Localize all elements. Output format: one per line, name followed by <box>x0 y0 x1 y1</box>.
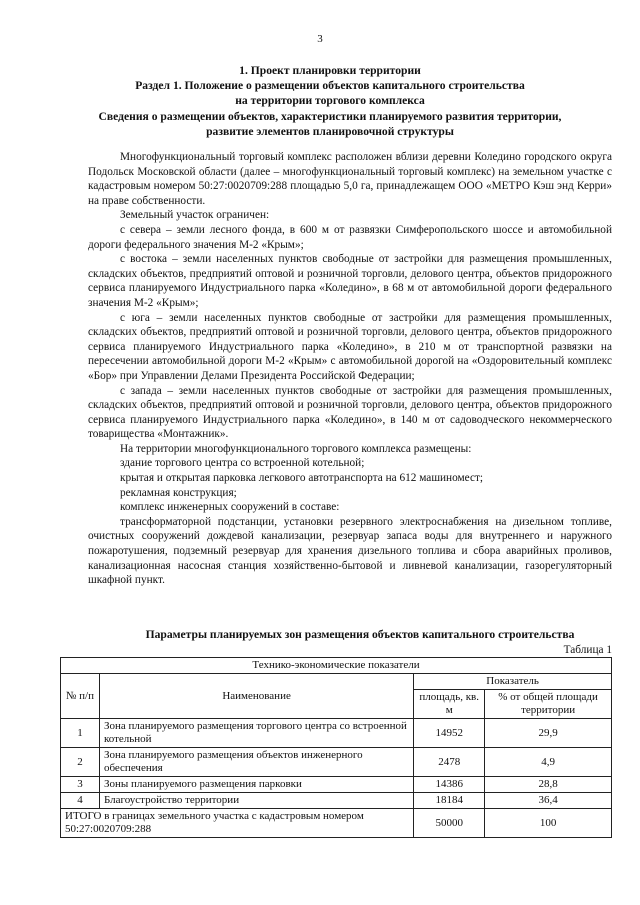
row-name: Зона планируемого размещения объектов инженерного обеспечения <box>99 748 413 777</box>
paragraph: с запада – земли населенных пунктов свободные от застройки для размещения промышленных, складских объектов, предприятий оптовой и розничной торговли, делового центра, объектов придорожного сервиса планируемого Индустриального парка «Коледино», в 140 м от садоводческого некоммерческого товарищества «Монтажник». <box>88 384 612 441</box>
table-total-row <box>61 809 612 838</box>
paragraph: с востока – земли населенных пунктов свободные от застройки для размещения промышленных, складских объектов, предприятий оптовой и розничной торговли, делового центра, объектов придорожного сервиса планируемого Индустриального парка «Коледино», в 68 м от автомобильной дороги федерального значения М-2 «Крым»; <box>88 253 612 309</box>
paragraph: с севера – земли лесного фонда, в 600 м от развязки Симферопольского шоссе и автомобильной дороги федерального значения М-2 «Крым»; <box>88 223 612 251</box>
paragraph: здание торгового центра со встроенной котельной; <box>120 457 365 470</box>
page-number: 3 <box>317 33 323 45</box>
row-num: 2 <box>61 748 100 777</box>
column-header-pct: % от общей площади территории <box>485 690 612 719</box>
table-row <box>61 748 612 777</box>
table-label: Таблица 1 <box>563 644 612 656</box>
heading-section-cont: на территории торгового комплекса <box>235 94 425 108</box>
table-row <box>61 777 612 793</box>
column-header-area: площадь, кв. м <box>414 690 485 719</box>
paragraph: комплекс инженерных сооружений в составе: <box>120 501 340 514</box>
total-pct: 100 <box>485 809 612 838</box>
row-pct: 29,9 <box>485 719 612 748</box>
paragraph: трансформаторной подстанции, установки резервного электроснабжения на дизельном топливе, очистных сооружений дождевой канализации, резервуар запаса воды для внутреннего и наружного пожаротушения, подземный резервуар для хранения дизельного топлива и сбора аварийных проливов, канализационная насосная станция хозяйственно-бытовой и ливневой канализации, газорегуляторный шкафной пункт. <box>88 515 612 587</box>
paragraph: На территории многофункционального торгового комплекса размещены: <box>120 442 472 455</box>
heading-info-cont: развитие элементов планировочной структуры <box>206 124 454 138</box>
table-title: Параметры планируемых зон размещения объектов капитального строительства <box>145 628 575 641</box>
row-name: Благоустройство территории <box>99 793 413 809</box>
section-headings <box>60 63 600 139</box>
row-name: Зона планируемого размещения торгового центра со встроенной котельной <box>99 719 413 748</box>
table-header-row <box>61 674 612 690</box>
parameters-table <box>60 657 612 838</box>
paragraph: рекламная конструкция; <box>120 486 237 499</box>
paragraph: Многофункциональный торговый комплекс расположен вблизи деревни Коледино городского округа Подольск Московской области (далее – многофункциональный торговый комплекс) на земельном участке с кадастровым номером 50:27:0020709:288 площадью 5,0 га, принадлежащем ООО «МЕТРО Кэш энд Керри» на праве собственности. <box>88 151 612 207</box>
column-header-name: Наименование <box>99 674 413 719</box>
paragraph: Земельный участок ограничен: <box>120 209 270 222</box>
heading-project: 1. Проект планировки территории <box>239 64 421 77</box>
row-name: Зоны планируемого размещения парковки <box>99 777 413 793</box>
column-header-num: № п/п <box>61 674 100 719</box>
row-num: 3 <box>61 777 100 793</box>
row-area: 14386 <box>414 777 485 793</box>
paragraph: с юга – земли населенных пунктов свободные от застройки для размещения промышленных, складских объектов, предприятий оптовой и розничной торговли, делового центра, объектов придорожного сервиса планируемого Индустриального парка «Коледино», в 210 м от транспортной развязки на пересечении автомобильной дороги М-2 «Крым» с автомобильной дорогой на «Оздоровительный комплекс «Бор» при Управлении Делами Президента Российской Федерации; <box>88 311 612 382</box>
row-pct: 36,4 <box>485 793 612 809</box>
row-pct: 28,8 <box>485 777 612 793</box>
body-text <box>88 150 612 588</box>
row-area: 14952 <box>414 719 485 748</box>
row-area: 18184 <box>414 793 485 809</box>
row-num: 4 <box>61 793 100 809</box>
row-area: 2478 <box>414 748 485 777</box>
table-row <box>61 719 612 748</box>
heading-section: Раздел 1. Положение о размещении объектов капитального строительства <box>135 79 525 93</box>
row-num: 1 <box>61 719 100 748</box>
paragraph: крытая и открытая парковка легкового автотранспорта на 612 машиномест; <box>120 472 484 485</box>
total-name: ИТОГО в границах земельного участка с кадастровым номером 50:27:0020709:288 <box>61 809 414 838</box>
table-group-header: Технико-экономические показатели <box>61 658 612 674</box>
column-header-indicator: Показатель <box>414 674 612 690</box>
table-row <box>61 793 612 809</box>
table-group-header-row <box>61 658 612 674</box>
total-area: 50000 <box>414 809 485 838</box>
row-pct: 4,9 <box>485 748 612 777</box>
heading-info: Сведения о размещении объектов, характеристики планируемого развития территории, <box>98 109 562 123</box>
